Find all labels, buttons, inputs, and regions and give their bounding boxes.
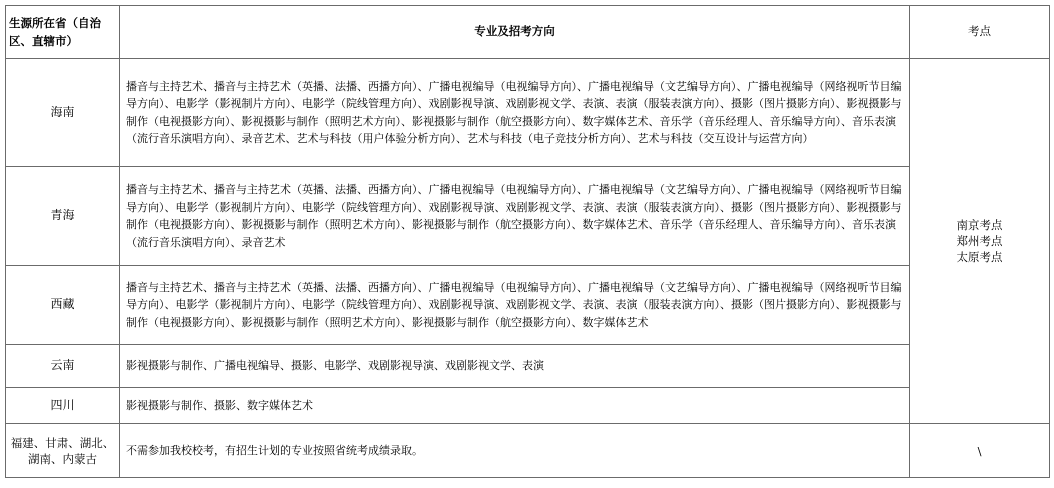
exam-sites-cell	[910, 59, 1050, 424]
table-row	[6, 424, 1050, 478]
table-row	[6, 266, 1050, 345]
province-cell: 福建、甘肃、湖北、湖南、内蒙古	[6, 424, 120, 478]
majors-cell: 影视摄影与制作、广播电视编导、摄影、电影学、戏剧影视导演、戏剧影视文学、表演	[120, 345, 910, 388]
majors-cell: 不需参加我校校考，有招生计划的专业按照省统考成绩录取。	[120, 424, 910, 478]
table-row	[6, 59, 1050, 167]
majors-cell: 播音与主持艺术、播音与主持艺术（英播、法播、西播方向）、广播电视编导（电视编导方向）、广播电视编导（文艺编导方向）、广播电视编导（网络视听节目编导方向）、电影学（影视制片方向）、电影学（院线管理方向）、戏剧影视导演、戏剧影视文学、表演、表演（服装表演方向）、摄影（图片摄影方向）、影视摄影与制作（电视摄影方向）、影视摄影与制作（照明艺术方向）、影视摄影与制作（航空摄影方向）、数字媒体艺术	[120, 266, 910, 345]
admission-table-container	[5, 5, 1050, 478]
province-cell: 青海	[6, 167, 120, 266]
province-cell: 云南	[6, 345, 120, 388]
table-row	[6, 345, 1050, 388]
exam-site-taiyuan: 太原考点	[956, 250, 1003, 264]
majors-cell: 影视摄影与制作、摄影、数字媒体艺术	[120, 388, 910, 424]
province-cell: 四川	[6, 388, 120, 424]
exam-site-cell: \	[910, 424, 1050, 478]
admission-table	[5, 5, 1050, 478]
exam-site-nanjing: 南京考点	[956, 218, 1003, 232]
majors-cell: 播音与主持艺术、播音与主持艺术（英播、法播、西播方向）、广播电视编导（电视编导方向）、广播电视编导（文艺编导方向）、广播电视编导（网络视听节目编导方向）、电影学（影视制片方向）、电影学（院线管理方向）、戏剧影视导演、戏剧影视文学、表演、表演（服装表演方向）、摄影（图片摄影方向）、影视摄影与制作（电视摄影方向）、影视摄影与制作（照明艺术方向）、影视摄影与制作（航空摄影方向）、数字媒体艺术、音乐学（音乐经理人、音乐编导方向）、音乐表演（流行音乐演唱方向）、录音艺术	[120, 167, 910, 266]
province-cell: 西藏	[6, 266, 120, 345]
province-header: 生源所在省（自治区、直辖市）	[6, 6, 120, 59]
province-cell: 海南	[6, 59, 120, 167]
table-row	[6, 167, 1050, 266]
major-header: 专业及招考方向	[120, 6, 910, 59]
header-row	[6, 6, 1050, 59]
majors-cell: 播音与主持艺术、播音与主持艺术（英播、法播、西播方向）、广播电视编导（电视编导方向）、广播电视编导（文艺编导方向）、广播电视编导（网络视听节目编导方向）、电影学（影视制片方向）、电影学（院线管理方向）、戏剧影视导演、戏剧影视文学、表演、表演（服装表演方向）、摄影（图片摄影方向）、影视摄影与制作（电视摄影方向）、影视摄影与制作（照明艺术方向）、影视摄影与制作（航空摄影方向）、数字媒体艺术、音乐学（音乐经理人、音乐编导方向）、音乐表演（流行音乐演唱方向）、录音艺术、艺术与科技（用户体验分析方向）、艺术与科技（电子竞技分析方向）、艺术与科技（交互设计与运营方向）	[120, 59, 910, 167]
exam-site-zhengzhou: 郑州考点	[956, 234, 1003, 248]
exam-site-header: 考点	[910, 6, 1050, 59]
table-row	[6, 388, 1050, 424]
